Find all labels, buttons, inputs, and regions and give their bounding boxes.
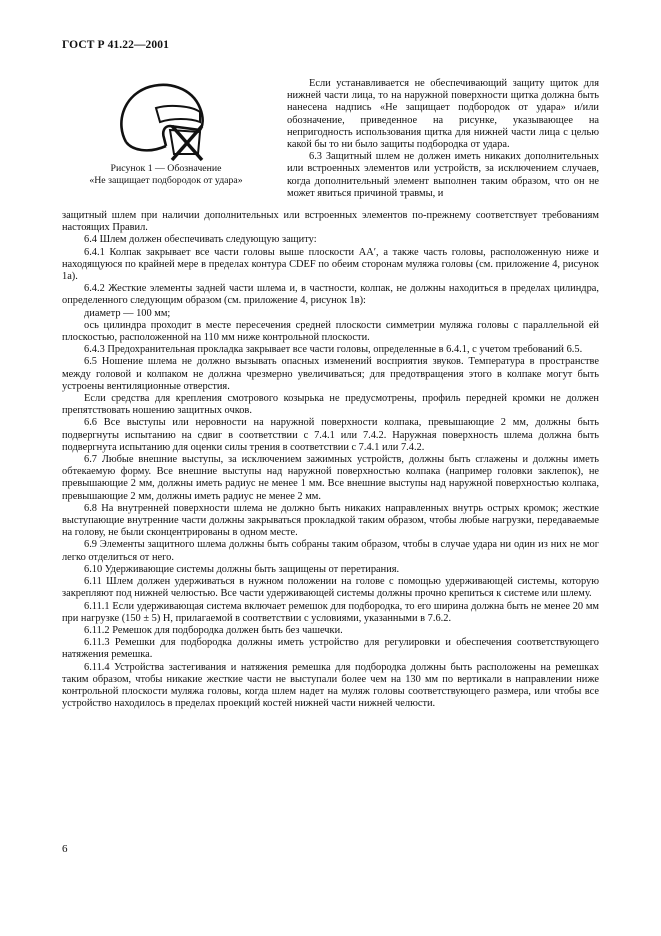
- paragraph: 6.5 Ношение шлема не должно вызывать опасных изменений восприятия звуков. Температура в пространстве между головой и колпаком не должна чрезмерно увеличиваться; для предотвращения этого в колпаке могут быть устроены вентиляционные отверстия.: [62, 356, 599, 392]
- wrapped-text-column: [287, 78, 599, 200]
- caption-line-2: «Не защищает подбородок от удара»: [89, 174, 243, 186]
- paragraph: 6.9 Элементы защитного шлема должны быть собраны таким образом, чтобы в случае удара ни один из них не мог легко отделиться от него.: [62, 539, 599, 563]
- paragraph: 6.10 Удерживающие системы должны быть защищены от перетирания.: [84, 563, 400, 575]
- paragraph: 6.3 Защитный шлем не должен иметь никаких дополнительных или встроенных элементов или устройств, за исключением случаев, когда дополнительный элемент выполнен таким образом, что он не может явиться причиной травмы, и: [287, 151, 599, 199]
- paragraph: 6.7 Любые внешние выступы, за исключением зажимных устройств, должны быть сглажены и должны иметь обтекаемую форму. Все внешние выступы над наружной поверхностью колпака (например головки заклепок), не превышающие 2 мм, должны иметь радиус не менее 1 мм. Все внешние выступы над наружной поверхностью колпака, превышающие 2 мм, должны иметь радиус не менее 2 мм.: [62, 454, 599, 502]
- page-number: 6: [62, 843, 68, 855]
- paragraph: Если средства для крепления смотрового козырька не предусмотрены, профиль передней кромки не должен препятствовать ношению защитных очков.: [62, 393, 599, 417]
- standard-header: ГОСТ Р 41.22—2001: [62, 39, 169, 51]
- paragraph: 6.11.2 Ремешок для подбородка должен быть без чашечки.: [84, 624, 343, 636]
- paragraph: 6.6 Все выступы или неровности на наружной поверхности колпака, превышающие 2 мм, должны быть подвергнуты испытанию на сдвиг в соответствии с 7.4.1 или 7.4.2. Наружная поверхность шлема должна быть подвергнута испытанию для оценки силы трения в соответствии с 7.4.1 или 7.4.2.: [62, 417, 599, 453]
- paragraph: 6.8 На внутренней поверхности шлема не должно быть никаких направленных внутрь острых кромок; жесткие выступающие внутренние части должны закрываться прокладкой таким образом, чтобы любые нагрузки, передаваемые на голову, не были сконцентрированы в одном месте.: [62, 502, 599, 539]
- paragraph: 6.11.3 Ремешки для подбородка должны иметь устройство для регулировки и обеспечения соответствующего натяжения ремешка.: [62, 637, 599, 661]
- paragraph: 6.4.3 Предохранительная прокладка закрывает все части головы, определенные в 6.4.1, с учетом требований 6.5.: [84, 344, 583, 356]
- paragraph: ось цилиндра проходит в месте пересечения средней плоскости симметрии муляжа головы с параллельной ей плоскостью, расположенной на 110 мм ниже контрольной плоскости.: [62, 319, 599, 344]
- figure-1: [60, 80, 272, 195]
- paragraph: 6.4.2 Жесткие элементы задней части шлема и, в частности, колпак, не должны находиться в пределах цилиндра, определенного следующим образом (см. приложение 4, рисунок 1в):: [62, 283, 599, 307]
- paragraph: диаметр — 100 мм;: [84, 307, 171, 319]
- helmet-crossed-chin-guard-icon: [112, 80, 212, 162]
- figure-caption: [60, 163, 272, 186]
- paragraph: 6.4 Шлем должен обеспечивать следующую защиту:: [84, 234, 317, 246]
- paragraph: 6.4.1 Колпак закрывает все части головы выше плоскости АА′, а также часть головы, расположенную ниже и находящуюся по крайней мере в пределах контура CDEF по обеим сторонам муляжа головы (см. приложение 4, рисунок 1а).: [62, 246, 599, 283]
- paragraph: 6.11 Шлем должен удерживаться в нужном положении на голове с помощью удерживающей системы, которую закрепляют под нижней челюстью. Все части удерживающей системы должны прочно крепиться к системе или шлему.: [62, 576, 599, 600]
- paragraph: 6.11.1 Если удерживающая система включает ремешок для подбородка, то его ширина должна быть не менее 20 мм при нагрузке (150 ± 5) Н, прилагаемой в соответствии с условиями, указанными в 7.6.2.: [62, 600, 599, 624]
- caption-line-1: Рисунок 1 — Обозначение: [110, 163, 222, 174]
- body-text: [62, 210, 599, 710]
- paragraph-continuation: защитный шлем при наличии дополнительных или встроенных элементов по-прежнему соответствует требованиям настоящих Правил.: [62, 210, 599, 234]
- paragraph: Если устанавливается не обеспечивающий защиту щиток для нижней части лица, то на наружной поверхности щитка должна быть нанесена надпись «Не защищает подбородок от удара» и/или обозначение, приведенное на рисунке, указывающее на непригодность использования щитка для нижней части лица с целью какой бы то ни было защиты подбородка от удара.: [287, 78, 599, 151]
- paragraph: 6.11.4 Устройства застегивания и натяжения ремешка для подбородка должны быть расположены на ремешках таким образом, чтобы никакие жесткие части не выступали более чем на 130 мм по вертикали в направлении ниже контрольной плоскости муляжа головы, когда шлем надет на муляж головы соответствующего размера, или чтобы все устройство находилось в пределах проекций костей нижней части нижней челюсти.: [62, 661, 599, 710]
